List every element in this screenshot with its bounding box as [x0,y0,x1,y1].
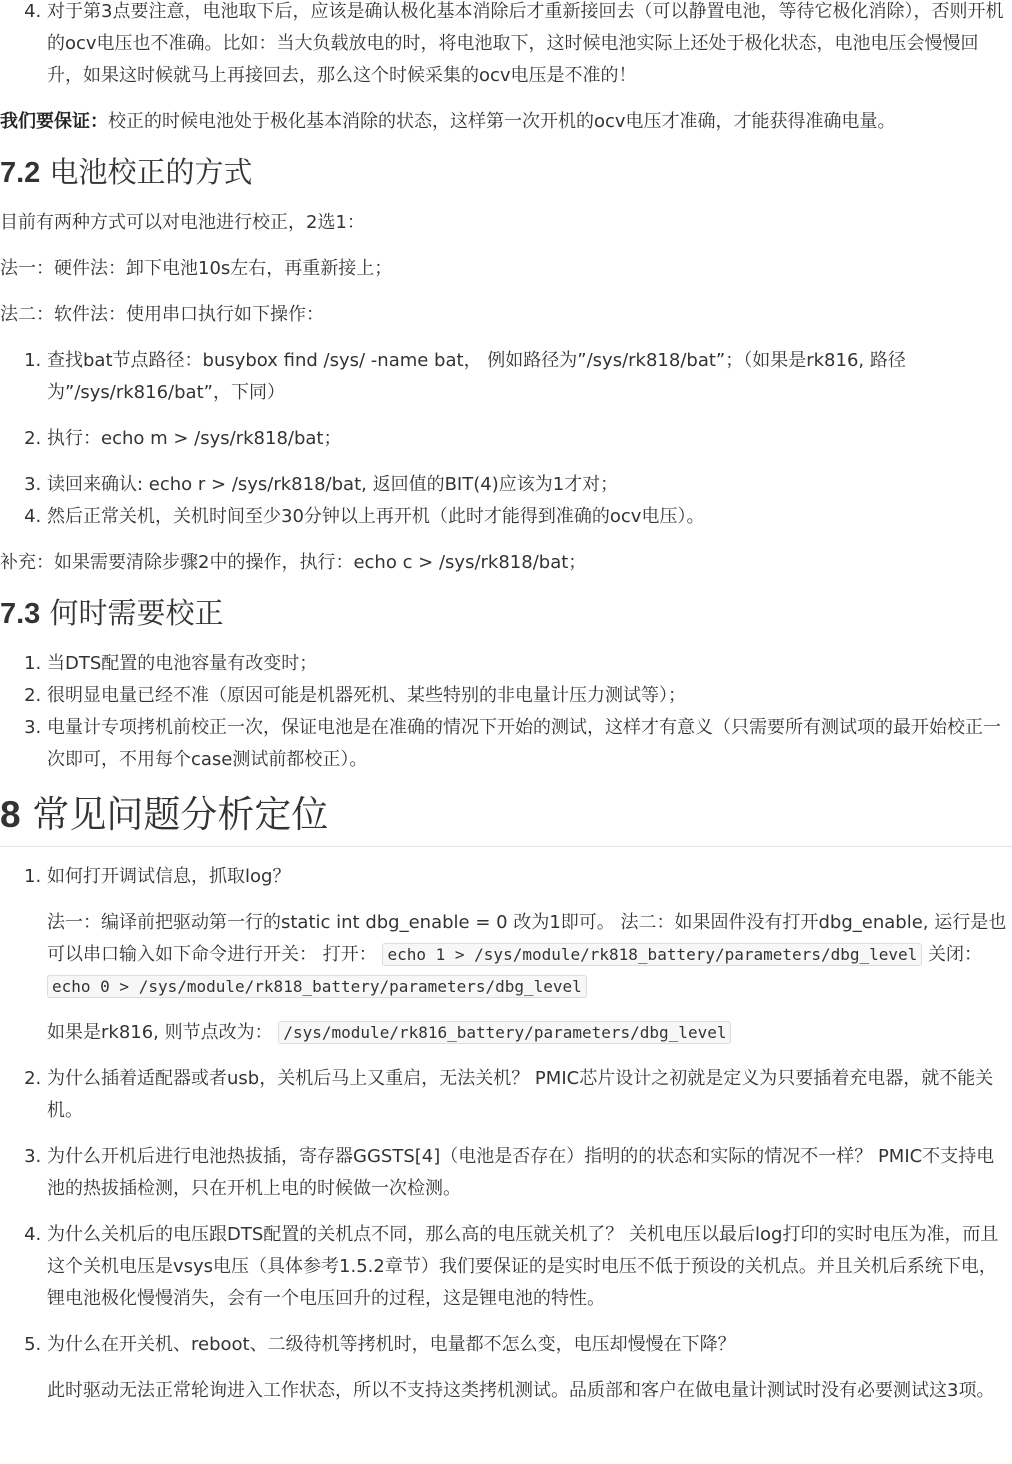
code-snippet-rk816: /sys/module/rk816_battery/parameters/dbg_level [278,1021,731,1044]
section-number: 8 [0,794,21,835]
list-item [47,648,1012,680]
list-item [47,712,1012,776]
answer-text: 法一：编译前把驱动第一行的static int dbg_enable = 0 改为1即可。 法二：如果固件没有打开dbg_enable, 运行是也可以串口输入如下命令进行开关： 打开： [47,912,1007,965]
section-heading-7-2 [0,152,1012,193]
list-item-text: 很明显电量已经不准（原因可能是机器死机、某些特别的非电量计压力测试等）； [47,685,686,706]
list-item [47,680,1012,712]
section-title: 何时需要校正 [49,596,224,630]
faq-item [47,1063,1012,1127]
faq-question: 1. 如何打开调试信息，抓取log？ [47,866,291,887]
faq-text: 为什么开机后进行电池热拔插，寄存器GGSTS[4]（电池是否存在）指明的的状态和实际的情况不一样？ PMIC不支持电池的热拔插检测，只在开机上电的时候做一次检测。 [47,1146,995,1199]
code-snippet-on: echo 1 > /sys/module/rk818_battery/parameters/dbg_level [382,943,922,966]
supplement-paragraph: 补充：如果需要清除步骤2中的操作，执行：echo c > /sys/rk818/bat； [0,552,587,573]
faq-item [47,1141,1012,1205]
guarantee-label: 我们要保证： [0,111,108,132]
faq-item [47,1219,1012,1315]
section-heading-8 [0,790,1012,847]
calibration-steps-list [0,345,1012,533]
list-item [47,345,1012,409]
faq-item [47,861,1012,1049]
list-item [47,469,1012,501]
rk816-text: 如果是rk816, 则节点改为： [47,1022,273,1043]
close-label: 关闭： [928,944,983,965]
list-item-text: 读回来确认: echo r > /sys/rk818/bat, 返回值的BIT(4)应该为1才对； [47,474,619,495]
list-item [47,501,1012,533]
faq-answer-rk816 [47,1017,1012,1049]
code-snippet-off: echo 0 > /sys/module/rk818_battery/parameters/dbg_level [47,975,587,998]
method-1-paragraph: 法一：硬件法：卸下电池10s左右，再重新接上； [0,258,393,279]
section-number: 7.2 [0,157,41,189]
list-item-text: 对于第3点要注意，电池取下后，应该是确认极化基本消除后才重新接回去（可以静置电池，等待它极化消除），否则开机的ocv电压也不准确。比如：当大负载放电的时，将电池取下，这时候电池实际上还处于极化状态，电池电压会慢慢回升，如果这时候就马上再接回去，那么这个时候采集的ocv电压是不准的！ [47,1,1004,86]
faq-answer: 此时驱动无法正常轮询进入工作状态，所以不支持这类拷机测试。品质部和客户在做电量计测试时没有必要测试这3项。 [47,1380,995,1401]
section-number: 7.3 [0,598,41,630]
list-item [47,423,1012,455]
list-item-text: 电量计专项拷机前校正一次，保证电池是在准确的情况下开始的测试，这样才有意义（只需要所有测试项的最开始校正一次即可，不用每个case测试前都校正）。 [47,717,1001,770]
intro-paragraph: 目前有两种方式可以对电池进行校正，2选1： [0,212,365,233]
continued-list [0,0,1012,92]
section-title: 电池校正的方式 [49,155,253,189]
list-item-text: 查找bat节点路径：busybox find /sys/ -name bat， 例如路径为”/sys/rk818/bat”；（如果是rk816, 路径为”/sys/rk816/bat”，下同） [47,350,906,403]
list-item [47,0,1012,92]
guarantee-paragraph [0,106,1012,138]
section-title: 常见问题分析定位 [32,793,329,836]
faq-list [0,861,1012,1407]
list-item-text: 然后正常关机，关机时间至少30分钟以上再开机（此时才能得到准确的ocv电压）。 [47,506,705,527]
list-item-text: 执行：echo m > /sys/rk818/bat； [47,428,342,449]
faq-question: 5. 为什么在开关机、reboot、二级待机等拷机时，电量都不怎么变，电压却慢慢在下降？ [47,1334,736,1355]
list-item-text: 当DTS配置的电池容量有改变时； [47,653,318,674]
faq-text: 为什么插着适配器或者usb，关机后马上又重启，无法关机？ PMIC芯片设计之初就是定义为只要插着充电器，就不能关机。 [47,1068,994,1121]
method-2-paragraph: 法二：软件法：使用串口执行如下操作： [0,304,324,325]
section-heading-7-3 [0,593,1012,634]
guarantee-text: 校正的时候电池处于极化基本消除的状态，这样第一次开机的ocv电压才准确，才能获得准确电量。 [108,111,896,132]
faq-item [47,1329,1012,1407]
faq-answer [47,907,1012,1003]
faq-text: 为什么关机后的电压跟DTS配置的关机点不同，那么高的电压就关机了？ 关机电压以最后log打印的实时电压为准，而且这个关机电压是vsys电压（具体参考1.5.2章节）我们要保证的是实时电压不低于预设的关机点。并且关机后系统下电，锂电池极化慢慢消失，会有一个电压回升的过程，这是锂电池的特性。 [47,1224,999,1309]
when-to-calibrate-list [0,648,1012,776]
